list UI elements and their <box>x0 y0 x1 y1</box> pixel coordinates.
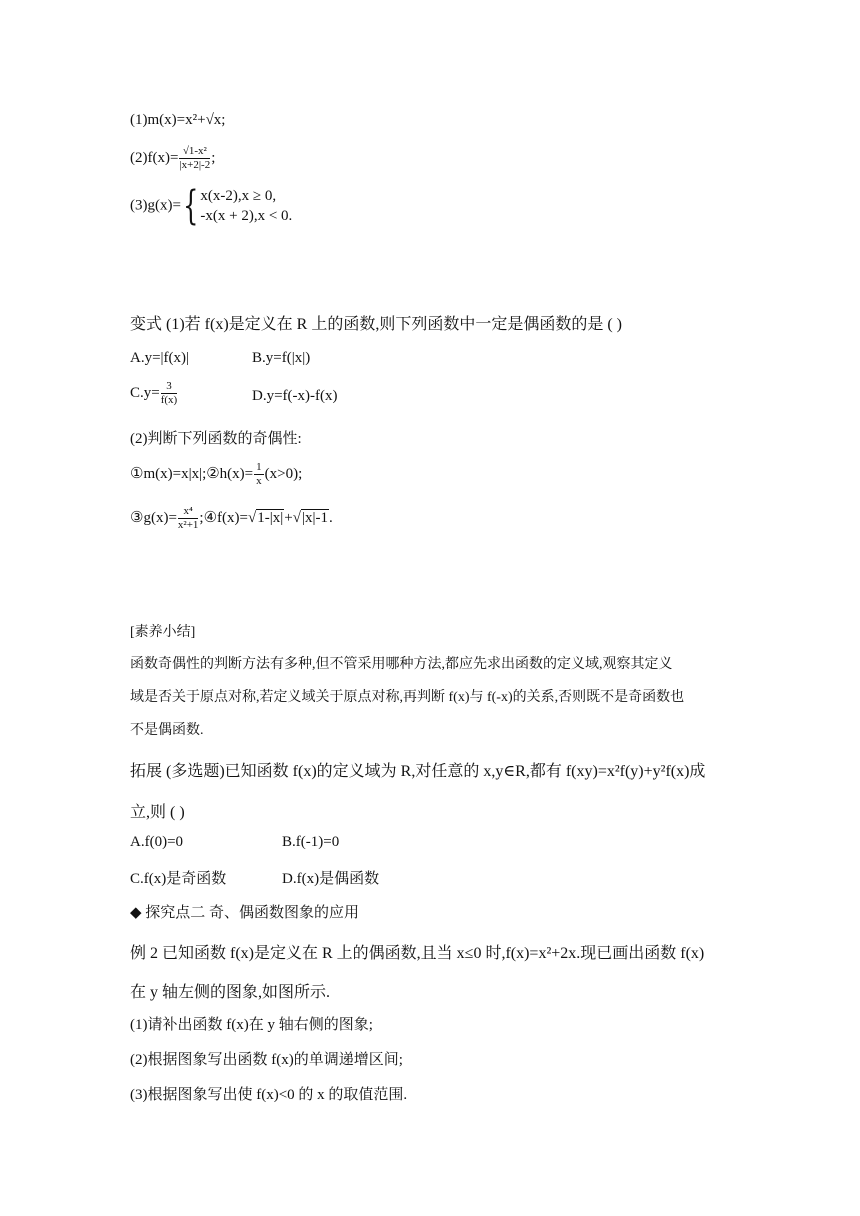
example-2-question-1: (1)请补出函数 f(x)在 y 轴右侧的图象; <box>130 1017 373 1033</box>
extension-option-b: B.f(-1)=0 <box>282 834 340 850</box>
item-2-numerator: 1-x² <box>188 145 207 157</box>
q2-line-1-text-b: (x>0); <box>264 465 303 482</box>
option-c-denominator: f(x) <box>160 394 178 406</box>
section-2-title: ◆ 探究点二 奇、偶函数图象的应用 <box>130 905 360 921</box>
example-2-question-2: (2)根据图象写出函数 f(x)的单调递增区间; <box>130 1052 403 1068</box>
sqrt-radicand-1: 1-|x| <box>257 509 284 526</box>
g-fraction-numerator: x⁴ <box>178 506 199 519</box>
item-3-case-2: -x(x + 2),x < 0. <box>200 208 293 224</box>
left-brace-icon: { <box>183 183 199 229</box>
q2-line-2-text-b: ;④f(x)= <box>199 509 248 526</box>
sqrt-term-2: √|x|-1 <box>292 509 328 526</box>
g-fraction-denominator: x²+1 <box>177 519 199 531</box>
sqrt-term-1: √1-|x| <box>247 509 284 526</box>
extension-option-a: A.f(0)=0 <box>130 834 184 850</box>
item-3-cases <box>200 186 292 226</box>
exercise-item-1: (1)m(x)=x²+√x; <box>130 112 226 128</box>
extension-line-2: 立,则 ( ) <box>130 804 185 821</box>
q2-line-2-end: . <box>328 509 333 526</box>
g-fraction <box>178 506 199 531</box>
option-c-fraction <box>161 381 178 406</box>
variant-question-2: (2)判断下列函数的奇偶性: <box>130 431 302 447</box>
h-fraction-denominator: x <box>256 475 262 487</box>
summary-line-3: 不是偶函数. <box>130 723 204 738</box>
exercise-item-3 <box>130 183 293 229</box>
exercise-item-2: (2)f(x)= $\frac{\text{√1-x²}}{|x+2|-2}$ ; <box>130 145 216 171</box>
summary-line-2: 域是否关于原点对称,若定义域关于原点对称,再判断 f(x)与 f(-x)的关系,否则既不是奇函数也 <box>130 690 685 705</box>
example-2-line-2: 在 y 轴左侧的图象,如图所示. <box>130 984 331 1001</box>
extension-option-d: D.f(x)是偶函数 <box>282 871 380 887</box>
item-2-fraction: $\frac{\text{√1-x²}}{|x+2|-2}$ <box>179 145 211 171</box>
option-c-numerator: 3 <box>161 381 178 394</box>
item-3-case-1: x(x-2),x ≥ 0, <box>200 188 277 204</box>
summary-title: [素养小结] <box>130 625 196 640</box>
variant-option-a: A.y=|f(x)| <box>130 350 190 366</box>
variant-header: 变式 (1)若 f(x)是定义在 R 上的函数,则下列函数中一定是偶函数的是 ( ) <box>130 316 622 333</box>
item-2-prefix: (2)f(x)= <box>130 149 179 166</box>
variant-q2-line-2: ③g(x)= $\frac{\text{x⁴}}{\text{x²+1}}$ ;④f(x)=√1-|x|+√|x|-1. <box>130 505 333 531</box>
example-2-question-3: (3)根据图象写出使 f(x)<0 的 x 的取值范围. <box>130 1087 408 1103</box>
variant-q2-line-1 <box>130 462 302 487</box>
variant-option-b: B.y=f(|x|) <box>252 350 311 366</box>
h-fraction <box>254 462 264 487</box>
q2-line-2-text-a: ③g(x)= <box>130 509 177 526</box>
variant-option-c <box>130 381 178 406</box>
variant-option-d: D.y=f(-x)-f(x) <box>252 388 338 404</box>
h-fraction-numerator: 1 <box>256 461 262 473</box>
summary-line-1: 函数奇偶性的判断方法有多种,但不管采用哪种方法,都应先求出函数的定义域,观察其定义 <box>130 657 673 672</box>
example-2-line-1: 例 2 已知函数 f(x)是定义在 R 上的偶函数,且当 x≤0 时,f(x)=x²+2x.现已画出函数 f(x) <box>130 945 705 962</box>
q2-line-1-text-a: ①m(x)=x|x|;②h(x)= <box>130 465 254 482</box>
item-2-denominator: |x+2|-2 <box>179 159 211 171</box>
extension-line-1: 拓展 (多选题)已知函数 f(x)的定义域为 R,对任意的 x,y∈R,都有 f(xy)=x²f(y)+y²f(x)成 <box>130 763 706 780</box>
item-3-prefix: (3)g(x)= <box>130 197 181 214</box>
sqrt-radicand-2: |x|-1 <box>301 509 328 526</box>
extension-option-c: C.f(x)是奇函数 <box>130 871 227 887</box>
option-c-prefix: C.y= <box>130 384 160 401</box>
